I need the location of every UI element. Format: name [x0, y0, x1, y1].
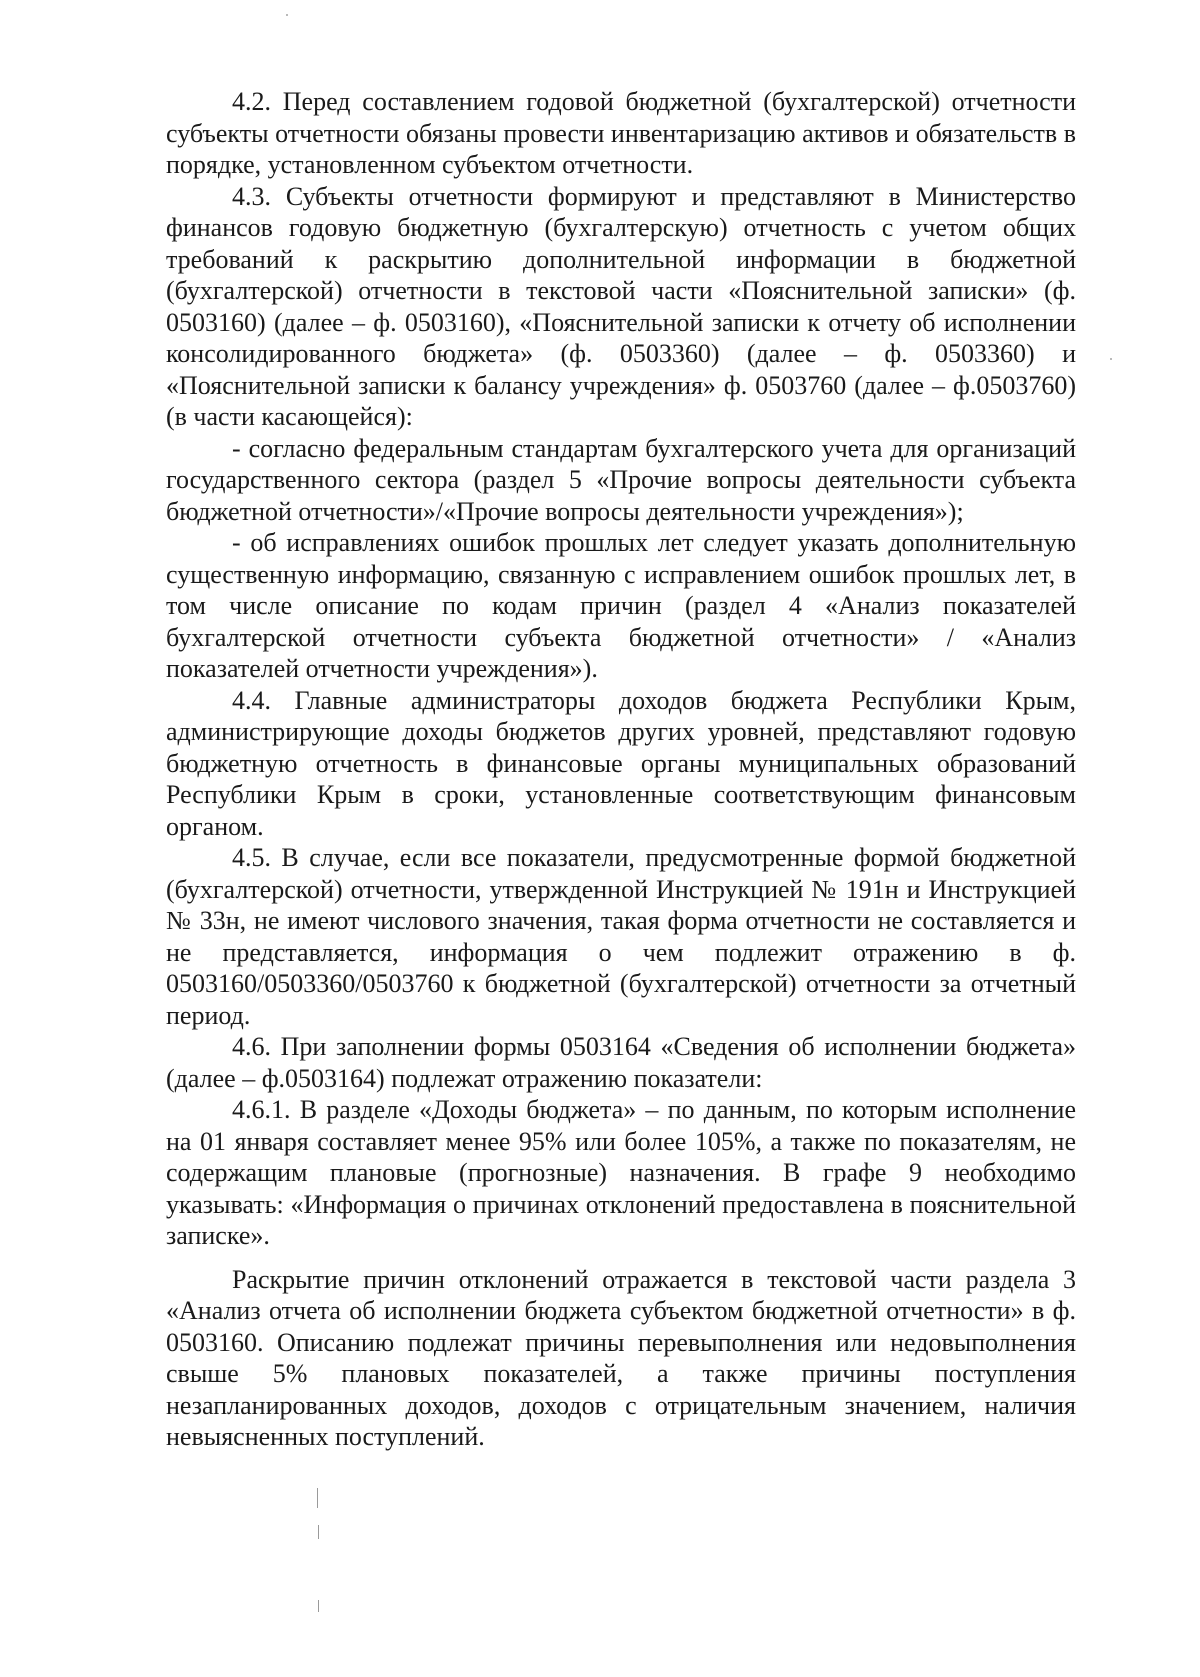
paragraph-4-3: 4.3. Субъекты отчетности формируют и представляют в Министерство финансов годовую бюджетную (бухгалтерскую) отчетность с учетом общих требований к раскрытию дополнительной информации в бюджетной (бухгалтерской) отчетности в текстовой части «Пояснительной записки» (ф. 0503160) (далее – ф. 0503160), «Пояснительной записки к отчету об исполнении консолидированного бюджета» (ф. 0503360) (далее – ф. 0503360) и «Пояснительной записки к балансу учреждения» ф. 0503760 (далее – ф.0503760) (в части касающейся):	[166, 181, 1076, 431]
list-item-error-corrections: - об исправлениях ошибок прошлых лет следует указать дополнительную существенную информацию, связанную с исправлением ошибок прошлых лет, в том числе описание по кодам причин (раздел 4 «Анализ показателей бухгалтерской отчетности субъекта бюджетной отчетности» / «Анализ показателей отчетности учреждения»).	[166, 528, 1076, 683]
paragraph-4-6-1: 4.6.1. В разделе «Доходы бюджета» – по данным, по которым исполнение на 01 января составляет менее 95% или более 105%, а также по показателям, не содержащим плановые (прогнозные) назначения. В графе 9 необходимо указывать: «Информация о причинах отклонений предоставлена в пояснительной записке».	[166, 1095, 1076, 1250]
paragraph-4-6: 4.6. При заполнении формы 0503164 «Сведения об исполнении бюджета» (далее – ф.0503164) подлежат отражению показатели:	[166, 1032, 1076, 1093]
paragraph-deviation-disclosure: Раскрытие причин отклонений отражается в текстовой части раздела 3 «Анализ отчета об исполнении бюджета субъектом бюджетной отчетности» в ф. 0503160. Описанию подлежат причины перевыполнения или недовыполнения свыше 5% плановых показателей, а также причины поступления незапланированных доходов, доходов с отрицательным значением, наличия невыясненных поступлений.	[166, 1264, 1076, 1451]
paragraph-4-5: 4.5. В случае, если все показатели, предусмотренные формой бюджетной (бухгалтерской) отчетности, утвержденной Инструкцией № 191н и Инструкцией № 33н, не имеют числового значения, такая форма отчетности не составляется и не представляется, информация о чем подлежит отражению в ф. 0503160/0503360/0503760 к бюджетной (бухгалтерской) отчетности за отчетный период.	[166, 843, 1076, 1030]
scan-artifact-line	[317, 1488, 318, 1508]
scan-artifact-line	[318, 1600, 319, 1612]
list-item-federal-standards: - согласно федеральным стандартам бухгалтерского учета для организаций государственного сектора (раздел 5 «Прочие вопросы деятельности субъекта бюджетной отчетности»/«Прочие вопросы деятельности учреждения»);	[166, 433, 1076, 526]
paragraph-4-2: 4.2. Перед составлением годовой бюджетной (бухгалтерской) отчетности субъекты отчетности обязаны провести инвентаризацию активов и обязательств в порядке, установленном субъектом отчетности.	[166, 87, 1076, 179]
scan-artifact-line	[318, 1525, 319, 1539]
document-body	[166, 86, 1076, 1453]
paragraph-4-4: 4.4. Главные администраторы доходов бюджета Республики Крым, администрирующие доходы бюджетов других уровней, представляют годовую бюджетную отчетность в финансовые органы муниципальных образований Республики Крым в сроки, установленные соответствующим финансовым органом.	[166, 685, 1076, 841]
scan-artifact-dot	[1110, 358, 1112, 360]
scan-artifact-dot	[286, 14, 288, 16]
